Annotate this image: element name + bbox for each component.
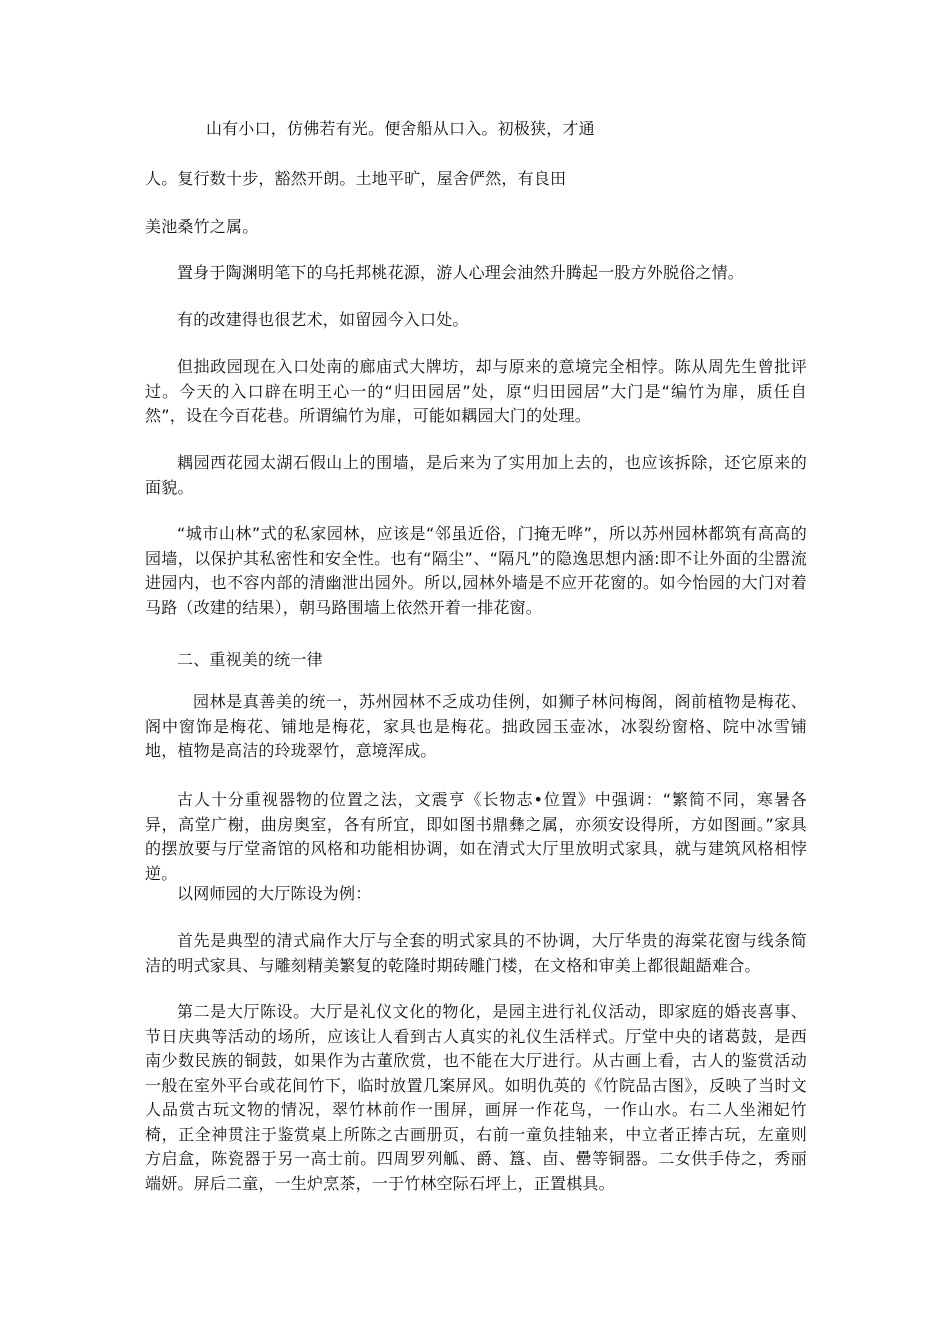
paragraph-truth-goodness-beauty: 园林是真善美的统一，苏州园林不乏成功佳例，如狮子林问梅阁，阁前植物是梅花、阁中窗饰是梅花、铺地是梅花，家具也是梅花。拙政园玉壶冰，冰裂纷窗格、院中冰雪铺地，植物是高洁的玲珑翠竹，意境浑成。 (145, 692, 807, 760)
paragraph-placement: 古人十分重视器物的位置之法，文震亨《长物志•位置》中强调：“繁简不同，寒暑各异，高堂广榭，曲房奥室，各有所宜，即如图书鼎彝之属，亦须安设得所，方如图画。”家具的摆放要与厅堂斋馆的风格和功能相协调，如在清式大厅里放明式家具，就与建筑风格相悖逆。 (145, 790, 807, 883)
paragraph-second-point: 第二是大厅陈设。大厅是礼仪文化的物化，是园主进行礼仪活动，即家庭的婚丧喜事、节日庆典等活动的场所，应该让人看到古人真实的礼仪生活样式。厅堂中央的诸葛鼓，是西南少数民族的铜鼓，如果作为古董欣赏，也不能在大厅进行。从古画上看，古人的鉴赏活动一般在室外平台或花间竹下，临时放置几案屏风。如明仇英的《竹院品古图》，反映了当时文人品赏古玩文物的情况，翠竹林前作一围屏，画屏一作花鸟，一作山水。右二人坐湘妃竹椅，正全神贯注于鉴赏桌上所陈之古画册页，右前一童负挂轴来，中立者正捧古玩，左童则方启盒，陈瓷器于另一高士前。四周罗列觚、爵、簋、卣、罍等铜器。二女供手侍之，秀丽端妍。屏后二童，一生炉烹茶，一于竹林空际石坪上，正置棋具。 (145, 1002, 807, 1193)
paragraph-city-forest: “城市山林”式的私家园林，应该是“邻虽近俗，门掩无哗”，所以苏州园林都筑有高高的园墙，以保护其私密性和安全性。也有“隔尘”、“隔凡”的隐逸思想内涵:即不让外面的尘嚣流进园内，也不容内部的清幽泄出园外。所以,园林外墙是不应开花窗的。如今怡园的大门对着马路（改建的结果），朝马路围墙上依然开着一排花窗。 (145, 524, 807, 617)
paragraph-ouyuan: 耦园西花园太湖石假山上的围墙，是后来为了实用加上去的，也应该拆除，还它原来的面貌。 (145, 453, 807, 497)
quote-line-3: 美池桑竹之属。 (145, 217, 259, 236)
section-heading-unity: 二、重视美的统一律 (177, 650, 323, 669)
paragraph-liuyuan: 有的改建得也很艺术，如留园今入口处。 (177, 310, 469, 329)
quote-line-2: 人。复行数十步，豁然开朗。土地平旷，屋舍俨然，有良田 (145, 169, 567, 188)
quote-line-1: 山有小口，仿佛若有光。便舍船从口入。初极狭，才通 (206, 119, 595, 138)
paragraph-wangshiyuan-intro: 以网师园的大厅陈设为例： (177, 884, 372, 903)
paragraph-first-point: 首先是典型的清式扁作大厅与全套的明式家具的不协调，大厅华贵的海棠花窗与线条简洁的明式家具、与雕刻精美繁复的乾隆时期砖雕门楼，在文格和审美上都很龃龉难合。 (145, 931, 807, 975)
paragraph-zhuozhengyuan: 但拙政园现在入口处南的廊庙式大牌坊，却与原来的意境完全相悖。陈从周先生曾批评过。今天的入口辟在明王心一的“归田园居”处，原“归田园居”大门是“编竹为扉，质任自然”，设在今百花巷。所谓编竹为扉，可能如耦园大门的处理。 (145, 357, 807, 425)
paragraph-peach-blossom: 置身于陶渊明笔下的乌托邦桃花源，游人心理会油然升腾起一股方外脱俗之情。 (177, 263, 745, 282)
